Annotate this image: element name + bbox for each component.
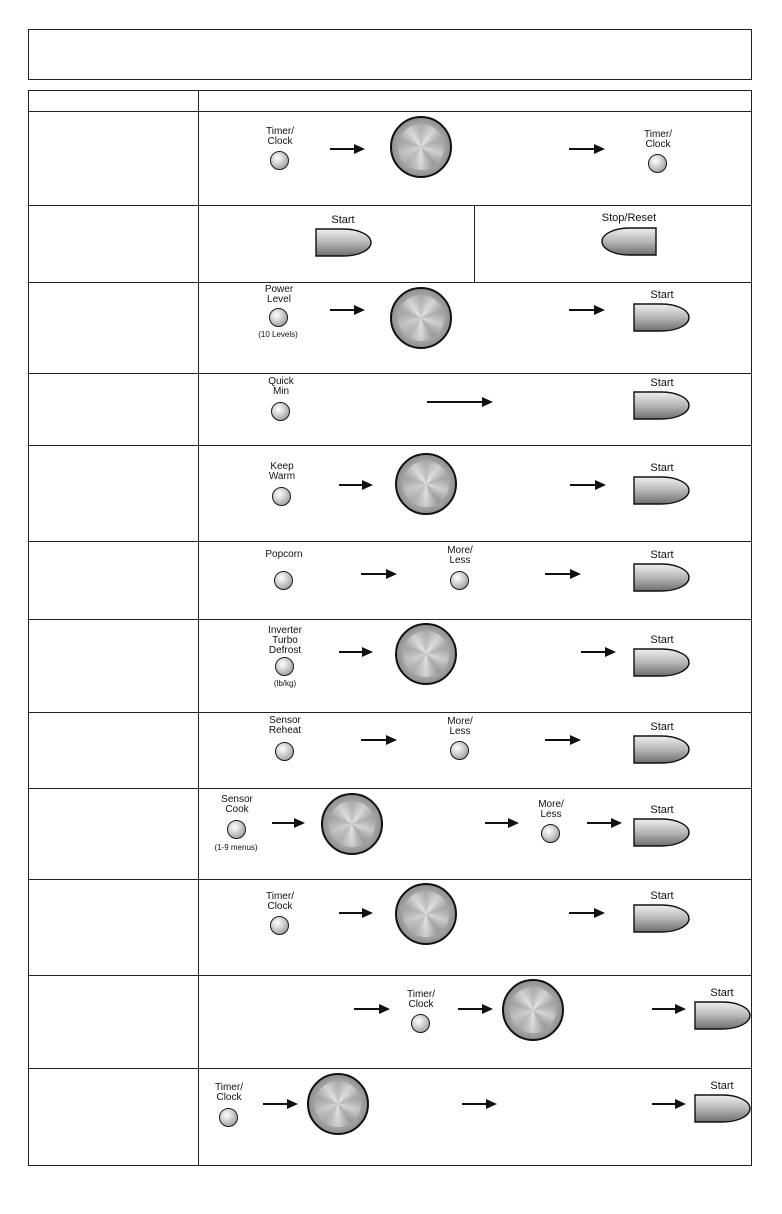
inverter-turbo-defrost-label: Inverter Turbo Defrost xyxy=(268,625,302,656)
row-label-cell-12 xyxy=(28,1068,199,1166)
start-label: Start xyxy=(650,804,674,816)
start-pad-icon xyxy=(633,303,691,332)
dial-knob-icon xyxy=(502,979,564,1041)
arrow-right-icon xyxy=(545,735,581,745)
row-label-cell-7 xyxy=(28,619,199,713)
dial-knob-icon xyxy=(390,116,452,178)
power-level-button-icon xyxy=(269,308,288,327)
row-diagram-cell-11 xyxy=(198,975,752,1069)
quick-min-button-icon xyxy=(271,402,290,421)
start-label: Start xyxy=(650,634,674,646)
start-pad-icon xyxy=(694,1001,752,1030)
power-level-label: Power Level xyxy=(264,284,294,305)
start-label: Start xyxy=(650,890,674,902)
sensor-cook-button-icon xyxy=(227,820,246,839)
start-pad-icon xyxy=(633,818,691,847)
arrow-right-icon xyxy=(569,144,605,154)
arrow-right-icon xyxy=(545,569,581,579)
arrow-right-icon xyxy=(569,305,605,315)
arrow-right-icon xyxy=(462,1099,497,1109)
timer-clock-label: Timer/ Clock xyxy=(266,891,294,912)
one-nine-menus-label: (1-9 menus) xyxy=(214,843,258,852)
arrow-right-icon xyxy=(652,1004,686,1014)
start-pad-icon xyxy=(633,904,691,933)
inverter-turbo-defrost-button-icon xyxy=(275,657,294,676)
start-pad-icon xyxy=(633,563,691,592)
start-pad-icon xyxy=(315,228,373,257)
start-label: Start xyxy=(331,214,355,226)
popcorn-button-icon xyxy=(274,571,293,590)
arrow-right-icon xyxy=(263,1099,298,1109)
stop-reset-pad-icon xyxy=(600,227,658,256)
arrow-right-icon xyxy=(570,480,606,490)
dial-knob-icon xyxy=(395,453,457,515)
start-pad-icon xyxy=(633,476,691,505)
table-header-left xyxy=(28,90,199,112)
timer-clock-label: Timer/ Clock xyxy=(215,1082,243,1103)
dial-knob-icon xyxy=(307,1073,369,1135)
row-label-cell-10 xyxy=(28,879,199,976)
arrow-right-icon xyxy=(339,480,373,490)
keep-warm-button-icon xyxy=(272,487,291,506)
row-label-cell-5 xyxy=(28,445,199,542)
start-label: Start xyxy=(650,549,674,561)
arrow-right-icon xyxy=(485,818,519,828)
sensor-cook-label: Sensor Cook xyxy=(221,794,253,815)
timer-clock-button-icon xyxy=(648,154,667,173)
arrow-right-icon xyxy=(587,818,622,828)
more-less-label: More/ Less xyxy=(447,716,473,737)
arrow-right-icon xyxy=(354,1004,390,1014)
more-less-label: More/ Less xyxy=(538,799,564,820)
header-box xyxy=(28,29,752,80)
timer-clock-button-icon xyxy=(411,1014,430,1033)
row-label-cell-1 xyxy=(28,111,199,206)
start-label: Start xyxy=(650,721,674,733)
dial-knob-icon xyxy=(390,287,452,349)
start-label: Start xyxy=(710,1080,734,1092)
row-diagram-cell-12 xyxy=(198,1068,752,1166)
dial-knob-icon xyxy=(321,793,383,855)
start-label: Start xyxy=(650,377,674,389)
start-label: Start xyxy=(650,289,674,301)
quick-min-label: Quick Min xyxy=(268,376,294,397)
row-label-cell-9 xyxy=(28,788,199,880)
more-less-button-icon xyxy=(541,824,560,843)
start-pad-icon xyxy=(633,648,691,677)
row-label-cell-3 xyxy=(28,282,199,374)
lb-kg-label: (lb/kg) xyxy=(273,679,297,688)
ten-levels-label: (10 Levels) xyxy=(258,330,298,339)
more-less-label: More/ Less xyxy=(447,545,473,566)
row-label-cell-4 xyxy=(28,373,199,446)
arrow-right-icon xyxy=(569,908,605,918)
arrow-right-icon xyxy=(339,647,373,657)
arrow-right-icon xyxy=(427,397,493,407)
row-label-cell-6 xyxy=(28,541,199,620)
more-less-button-icon xyxy=(450,571,469,590)
dial-knob-icon xyxy=(395,623,457,685)
sensor-reheat-label: Sensor Reheat xyxy=(268,715,302,736)
timer-clock-label: Timer/ Clock xyxy=(407,989,435,1010)
timer-clock-label: Timer/ Clock xyxy=(266,126,294,147)
timer-clock-button-icon xyxy=(219,1108,238,1127)
start-pad-icon xyxy=(633,391,691,420)
arrow-right-icon xyxy=(458,1004,493,1014)
arrow-right-icon xyxy=(361,735,397,745)
timer-clock-button-icon xyxy=(270,151,289,170)
start-pad-icon xyxy=(694,1094,752,1123)
arrow-right-icon xyxy=(581,647,616,657)
row-label-cell-8 xyxy=(28,712,199,789)
timer-clock-button-icon xyxy=(270,916,289,935)
arrow-right-icon xyxy=(330,305,365,315)
arrow-right-icon xyxy=(339,908,373,918)
sensor-reheat-button-icon xyxy=(275,742,294,761)
row-label-cell-2 xyxy=(28,205,199,283)
more-less-button-icon xyxy=(450,741,469,760)
row-label-cell-11 xyxy=(28,975,199,1069)
arrow-right-icon xyxy=(272,818,305,828)
arrow-right-icon xyxy=(361,569,397,579)
table-header-right xyxy=(198,90,752,112)
arrow-right-icon xyxy=(330,144,365,154)
timer-clock-label: Timer/ Clock xyxy=(644,129,672,150)
dial-knob-icon xyxy=(395,883,457,945)
popcorn-label: Popcorn xyxy=(265,549,303,560)
start-label: Start xyxy=(650,462,674,474)
start-label: Start xyxy=(710,987,734,999)
stop-reset-label: Stop/Reset xyxy=(601,212,657,224)
start-pad-icon xyxy=(633,735,691,764)
keep-warm-label: Keep Warm xyxy=(268,461,296,482)
arrow-right-icon xyxy=(652,1099,686,1109)
